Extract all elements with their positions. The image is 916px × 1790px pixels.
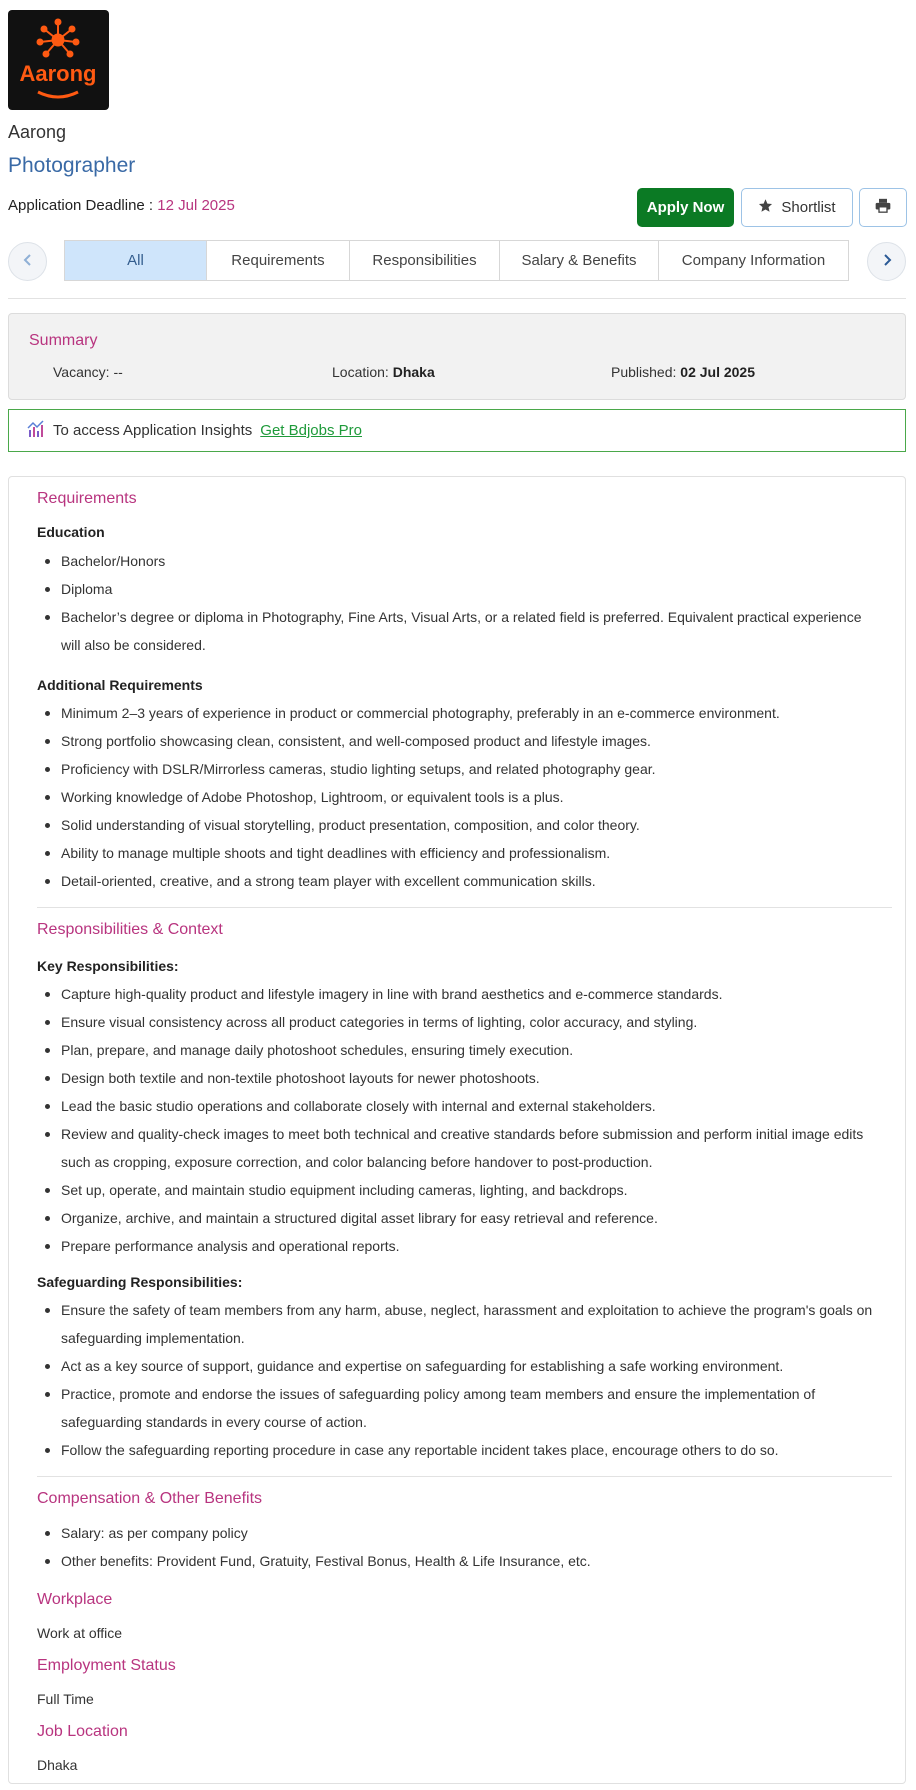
tabs-scroll-right-button[interactable] (867, 242, 906, 281)
tab-all[interactable]: All (65, 241, 207, 280)
published-label: Published: (611, 364, 677, 380)
list-item: Follow the safeguarding reporting procedure in case any reportable incident takes place, encourage others to do so. (37, 1436, 877, 1464)
list-item: Bachelor/Honors (37, 547, 877, 575)
job-location-title: Job Location (37, 1723, 128, 1740)
requirements-title: Requirements (37, 490, 137, 507)
application-insights-banner (8, 409, 906, 452)
divider (8, 298, 906, 299)
responsibilities-title: Responsibilities & Context (37, 921, 223, 938)
list-item: Ensure the safety of team members from any harm, abuse, neglect, harassment and exploitation to achieve the program's goals on safeguarding implementation. (37, 1296, 877, 1352)
deadline-date: 12 Jul 2025 (157, 197, 235, 214)
vacancy (53, 364, 123, 380)
tab-company-information[interactable]: Company Information (681, 252, 826, 269)
shortlist-button[interactable] (741, 188, 853, 227)
tabs-scroll-left-button[interactable] (8, 242, 47, 281)
divider (37, 907, 892, 908)
location-value: Dhaka (392, 364, 435, 380)
key-responsibilities-list (37, 980, 877, 1260)
list-item: Design both textile and non-textile photoshoot layouts for newer photoshoots. (37, 1064, 877, 1092)
education-list (37, 547, 877, 659)
list-item: Strong portfolio showcasing clean, consistent, and well-composed product and lifestyle images. (37, 727, 877, 755)
chevron-left-icon (23, 253, 33, 271)
vacancy-label: Vacancy: (53, 364, 110, 380)
workplace-value: Work at office (37, 1625, 123, 1641)
location (332, 364, 435, 380)
list-item: Bachelor’s degree or diploma in Photography, Fine Arts, Visual Arts, or a related field is preferred. Equivalent practical experience will also be considered. (37, 603, 877, 659)
list-item: Set up, operate, and maintain studio equipment including cameras, lighting, and backdrops. (37, 1176, 877, 1204)
additional-requirements-list (37, 699, 877, 895)
additional-requirements-title: Additional Requirements (37, 677, 203, 693)
list-item: Solid understanding of visual storytelling, product presentation, composition, and color theory. (37, 811, 877, 839)
summary-title: Summary (29, 332, 98, 349)
chevron-right-icon (882, 253, 892, 271)
tab-salary-benefits[interactable]: Salary & Benefits (500, 241, 659, 280)
insights-text: To access Application Insights (53, 422, 253, 439)
list-item: Capture high-quality product and lifestyle imagery in line with brand aesthetics and e-commerce standards. (37, 980, 877, 1008)
print-icon (875, 198, 891, 217)
apply-now-button[interactable]: Apply Now (637, 188, 734, 227)
key-responsibilities-title: Key Responsibilities: (37, 958, 179, 974)
list-item: Diploma (37, 575, 877, 603)
published-value: 02 Jul 2025 (680, 364, 756, 380)
list-item: Detail-oriented, creative, and a strong team player with excellent communication skills. (37, 867, 877, 895)
compensation-list (37, 1519, 877, 1575)
get-bdjobs-pro-link[interactable]: Get Bdjobs Pro (260, 422, 362, 439)
star-icon (758, 198, 773, 217)
employment-status-title: Employment Status (37, 1657, 176, 1674)
company-name: Aarong (8, 122, 67, 142)
list-item: Lead the basic studio operations and collaborate closely with internal and external stakeholders. (37, 1092, 877, 1120)
section-tabs (64, 240, 849, 281)
list-item: Minimum 2–3 years of experience in product or commercial photography, preferably in an e-commerce environment. (37, 699, 877, 727)
safeguarding-list (37, 1296, 877, 1464)
divider (37, 1476, 892, 1477)
insights-chart-icon (27, 420, 45, 442)
job-location-value: Dhaka (37, 1757, 78, 1773)
list-item: Ability to manage multiple shoots and tight deadlines with efficiency and professionalism. (37, 839, 877, 867)
list-item: Review and quality-check images to meet both technical and creative standards before submission and perform initial image edits such as cropping, exposure correction, and color balancing before handover to post-production. (37, 1120, 877, 1176)
list-item: Working knowledge of Adobe Photoshop, Lightroom, or equivalent tools is a plus. (37, 783, 877, 811)
list-item: Plan, prepare, and manage daily photoshoot schedules, ensuring timely execution. (37, 1036, 877, 1064)
application-deadline (8, 197, 235, 214)
company-logo (8, 10, 109, 110)
list-item: Other benefits: Provident Fund, Gratuity, Festival Bonus, Health & Life Insurance, etc. (37, 1547, 877, 1575)
employment-status-value: Full Time (37, 1691, 94, 1707)
workplace-title: Workplace (37, 1591, 113, 1608)
logo-text: Aarong (19, 61, 97, 86)
published (611, 364, 755, 380)
list-item: Organize, archive, and maintain a structured digital asset library for easy retrieval and reference. (37, 1204, 877, 1232)
shortlist-label: Shortlist (781, 199, 836, 216)
education-title: Education (37, 524, 105, 540)
safeguarding-title: Safeguarding Responsibilities: (37, 1274, 243, 1290)
vacancy-value: -- (113, 364, 123, 380)
print-button[interactable] (859, 188, 907, 227)
compensation-title: Compensation & Other Benefits (37, 1490, 263, 1507)
job-details-box (8, 476, 906, 1784)
tab-responsibilities[interactable]: Responsibilities (350, 241, 500, 280)
tab-requirements[interactable]: Requirements (207, 241, 350, 280)
job-title: Photographer (8, 154, 136, 177)
list-item: Proficiency with DSLR/Mirrorless cameras, studio lighting setups, and related photography gear. (37, 755, 877, 783)
list-item: Act as a key source of support, guidance and expertise on safeguarding for establishing a safe working environment. (37, 1352, 877, 1380)
summary-panel (8, 313, 906, 400)
list-item: Ensure visual consistency across all product categories in terms of lighting, color accuracy, and styling. (37, 1008, 877, 1036)
list-item: Practice, promote and endorse the issues of safeguarding policy among team members and ensure the implementation of safeguarding standards in every course of action. (37, 1380, 877, 1436)
list-item: Prepare performance analysis and operational reports. (37, 1232, 877, 1260)
location-label: Location: (332, 364, 389, 380)
list-item: Salary: as per company policy (37, 1519, 877, 1547)
deadline-label: Application Deadline : (8, 197, 154, 214)
